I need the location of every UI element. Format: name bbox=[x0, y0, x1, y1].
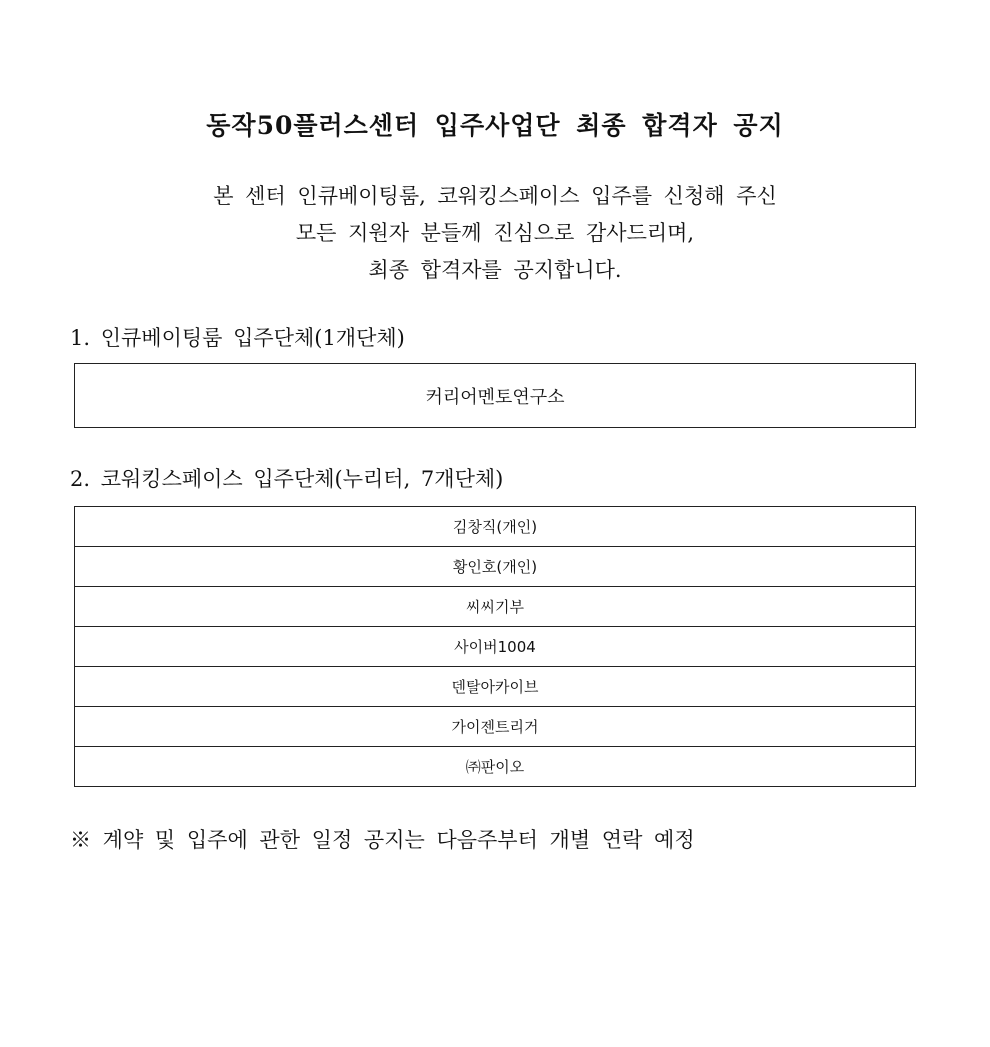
table-cell: 사이버1004 bbox=[75, 627, 916, 667]
table-row bbox=[75, 627, 916, 667]
page-title: 동작50플러스센터 입주사업단 최종 합격자 공지 bbox=[206, 111, 784, 140]
footnote: ※ 계약 및 입주에 관한 일정 공지는 다음주부터 개별 연락 예정 bbox=[70, 828, 695, 852]
table-row bbox=[75, 547, 916, 587]
table-row bbox=[75, 747, 916, 787]
table-row bbox=[75, 707, 916, 747]
section-2-heading: 2. 코워킹스페이스 입주단체(누리터, 7개단체) bbox=[70, 467, 504, 491]
intro-line-2: 모든 지원자 분들께 진심으로 감사드리며, bbox=[295, 221, 695, 245]
table-row bbox=[75, 587, 916, 627]
table-cell: 덴탈아카이브 bbox=[75, 667, 916, 707]
coworking-result-table bbox=[74, 506, 916, 787]
table-cell: ㈜판이오 bbox=[75, 747, 916, 787]
table-cell: 김창직(개인) bbox=[75, 507, 916, 547]
intro-paragraph bbox=[0, 178, 990, 289]
table-row bbox=[75, 507, 916, 547]
incubating-room-result-box bbox=[74, 363, 916, 428]
intro-line-3: 최종 합격자를 공지합니다. bbox=[368, 258, 622, 282]
table-cell: 씨씨기부 bbox=[75, 587, 916, 627]
section-1-heading: 1. 인큐베이팅룸 입주단체(1개단체) bbox=[70, 326, 405, 350]
table-cell: 황인호(개인) bbox=[75, 547, 916, 587]
incubating-room-winner: 커리어멘토연구소 bbox=[425, 386, 565, 408]
table-row bbox=[75, 667, 916, 707]
table-cell: 가이젠트리거 bbox=[75, 707, 916, 747]
intro-line-1: 본 센터 인큐베이팅룸, 코워킹스페이스 입주를 신청해 주신 bbox=[213, 184, 777, 208]
